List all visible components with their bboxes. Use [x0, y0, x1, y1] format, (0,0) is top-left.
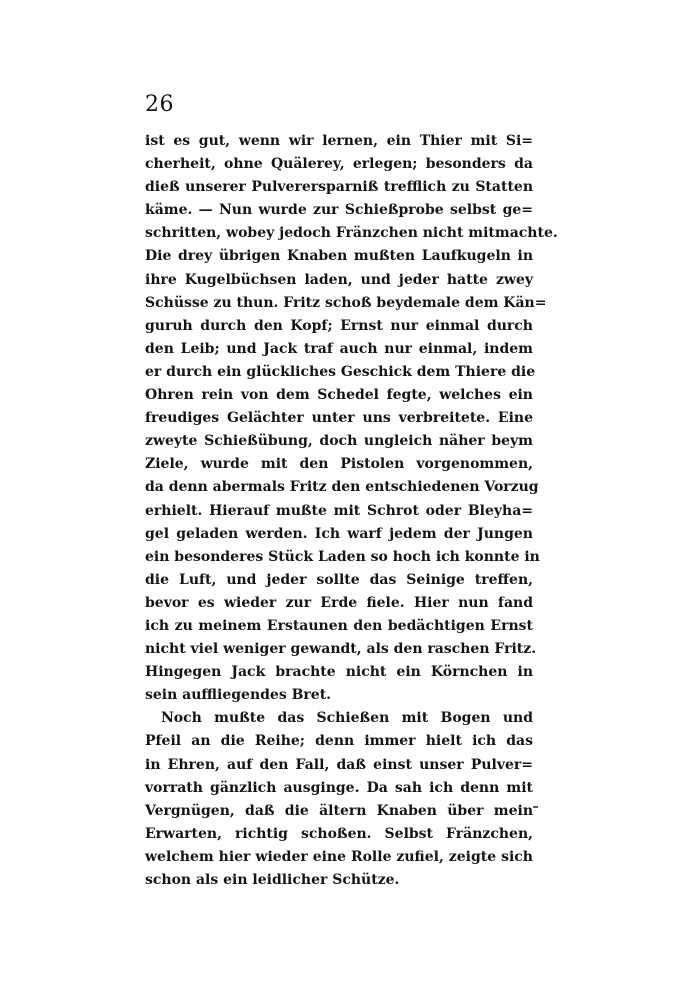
text-line: gel geladen werden. Ich warf jedem der Jungen	[145, 525, 533, 542]
text-line: vorrath gänzlich ausginge. Da sah ich denn mit	[145, 779, 533, 796]
text-line: er durch ein glückliches Geschick dem Thiere die	[145, 363, 536, 380]
text-line: erhielt. Hierauf mußte mit Schrot oder Bleyha=	[145, 502, 533, 519]
text-line: Ziele, wurde mit den Pistolen vorgenommen,	[145, 456, 533, 473]
text-line: ein besonderes Stück Laden so hoch ich konnte in	[145, 548, 540, 565]
text-line: käme. — Nun wurde zur Schießprobe selbst ge=	[145, 202, 533, 219]
text-line: guruh durch den Kopf; Ernst nur einmal durch	[145, 317, 533, 334]
text-line: Ohren rein von dem Schedel fegte, welches ein	[145, 387, 533, 404]
text-line: schritten, wobey jedoch Fränzchen nicht mitmachte.	[145, 225, 558, 242]
text-line: ihre Kugelbüchsen laden, und jeder hatte zwey	[145, 271, 533, 288]
text-line: zweyte Schießübung, doch ungleich näher beym	[145, 433, 533, 450]
text-line: nicht viel weniger gewandt, als den raschen Fritz.	[145, 641, 537, 658]
page-number: 26	[145, 92, 174, 117]
body-text	[145, 130, 558, 892]
paragraph-2	[145, 707, 533, 892]
text-line: cherheit, ohne Quälerey, erlegen; besonders da	[145, 156, 533, 173]
text-line: ich zu meinem Erstaunen den bedächtigen Ernst	[145, 617, 533, 634]
text-line: in Ehren, auf den Fall, daß einst unser Pulver=	[145, 756, 533, 773]
text-line: Hingegen Jack brachte nicht ein Körnchen in	[145, 664, 533, 681]
text-line: Pfeil an die Reihe; denn immer hielt ich das	[145, 733, 533, 750]
text-line: Schüsse zu thun. Fritz schoß beydemale dem Kän=	[145, 294, 547, 311]
text-line: den Leib; und Jack traf auch nur einmal, indem	[145, 340, 533, 357]
text-line: die Luft, und jeder sollte das Seinige treffen,	[145, 571, 533, 588]
text-line: Erwarten, richtig schoßen. Selbst Fränzchen,	[145, 825, 533, 842]
text-line: dieß unserer Pulverersparniß trefflich zu Statten	[145, 179, 533, 196]
ink-mark	[533, 806, 538, 808]
text-line: Vergnügen, daß die ältern Knaben über mein	[145, 802, 533, 819]
text-line: freudiges Gelächter unter uns verbreitete. Eine	[145, 410, 533, 427]
text-line: bevor es wieder zur Erde fiele. Hier nun fand	[145, 594, 533, 611]
text-line: ist es gut, wenn wir lernen, ein Thier mit Si=	[145, 133, 533, 149]
text-line: da denn abermals Fritz den entschiedenen Vorzug	[145, 479, 539, 496]
text-line: schon als ein leidlicher Schütze.	[145, 872, 400, 888]
text-line: welchem hier wieder eine Rolle zufiel, zeigte sich	[145, 848, 533, 865]
text-line: sein auffliegendes Bret.	[145, 687, 332, 704]
text-line: Die drey übrigen Knaben mußten Laufkugeln in	[145, 248, 533, 265]
text-line: Noch mußte das Schießen mit Bogen und	[161, 710, 533, 727]
paragraph-1	[145, 130, 558, 707]
